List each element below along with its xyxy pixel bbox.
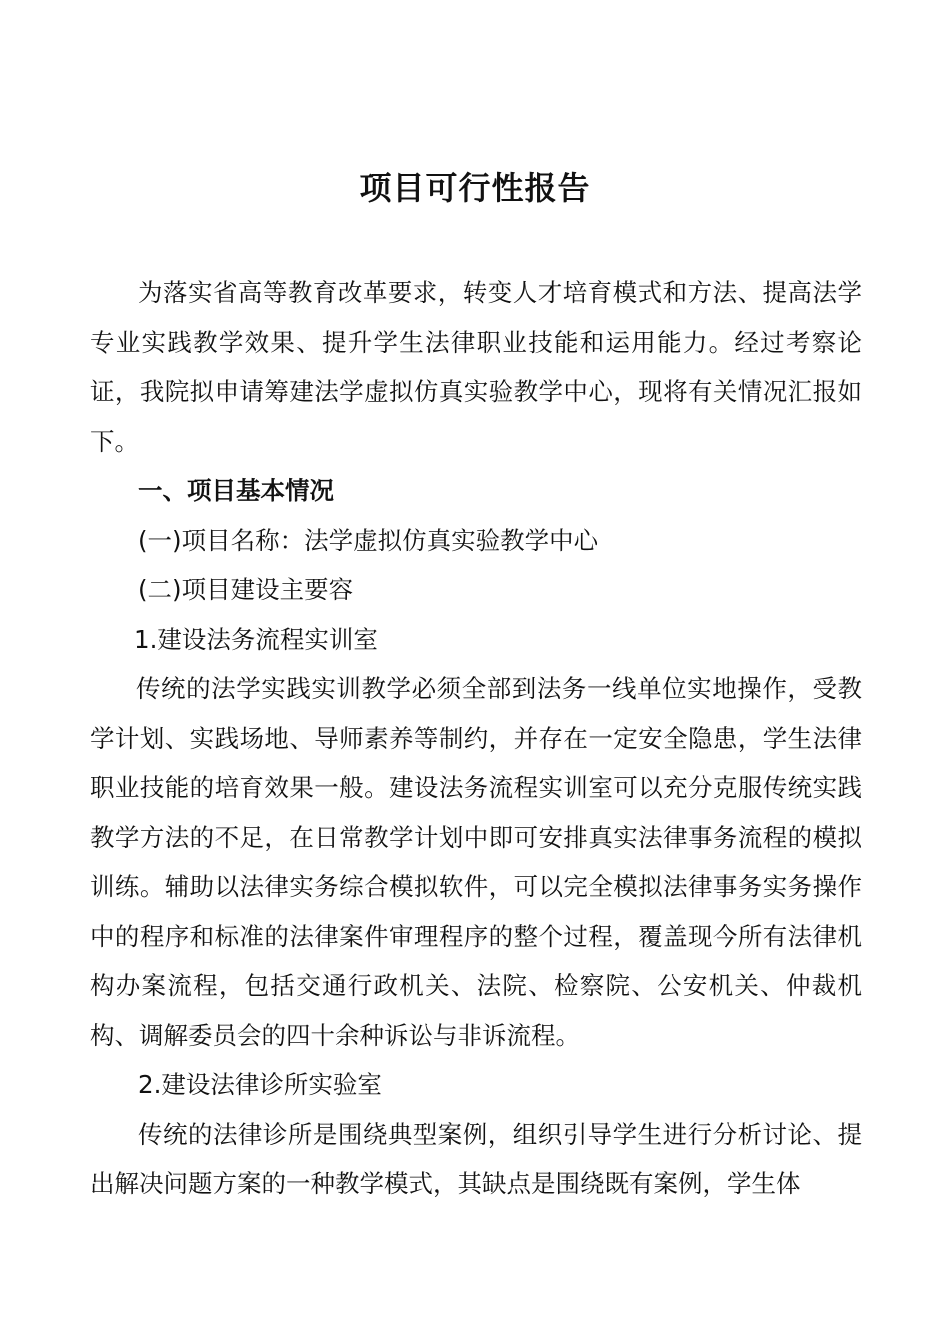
document-title: 项目可行性报告 bbox=[359, 169, 591, 207]
paragraph-legal-clinic-lab: 传统的法律诊所是围绕典型案例，组织引导学生进行分析讨论、提出解决问题方案的一种教学模式，其缺点是围绕既有案例，学生体 bbox=[90, 1119, 862, 1198]
item-project-name: (一)项目名称：法学虚拟仿真实验教学中心 bbox=[138, 525, 599, 555]
item-project-content: (二)项目建设主要容 bbox=[138, 575, 354, 604]
section-heading-basic-info: 一、项目基本情况 bbox=[138, 476, 334, 505]
intro-paragraph: 为落实省高等教育改革要求，转变人才培育模式和方法、提高法学专业实践教学效果、提升学生法律职业技能和运用能力。经过考察论证，我院拟申请筹建法学虚拟仿真实验教学中心，现将有关情况汇报如下。 bbox=[90, 278, 862, 456]
subheading-legal-workflow-lab: 1.建设法务流程实训室 bbox=[134, 624, 378, 654]
document-body bbox=[90, 268, 862, 1209]
paragraph-legal-workflow-lab: 传统的法学实践实训教学必须全部到法务一线单位实地操作，受教学计划、实践场地、导师素养等制约，并存在一定安全隐患，学生法律职业技能的培育效果一般。建设法务流程实训室可以充分克服传统实践教学方法的不足，在日常教学计划中即可安排真实法律事务流程的模拟训练。辅助以法律实务综合模拟软件，可以完全模拟法律事务实务操作中的程序和标准的法律案件审理程序的整个过程，覆盖现今所有法律机构办案流程，包括交通行政机关、法院、检察院、公安机关、仲裁机构、调解委员会的四十余种诉讼与非诉流程。 bbox=[90, 674, 862, 1050]
subheading-legal-clinic-lab: 2.建设法律诊所实验室 bbox=[138, 1070, 382, 1099]
